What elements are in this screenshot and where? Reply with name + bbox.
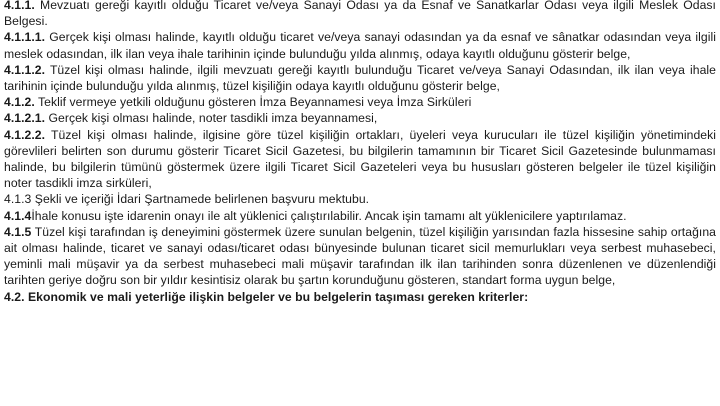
paragraph-4-1-1-2 <box>4 62 716 94</box>
paragraph-text: Tüzel kişi olması halinde, ilgisine göre tüzel kişiliğin ortakları, üyeleri veya kurucuları ile tüzel kişiliğin yönetimindeki görevlileri belirten son durumu gösterir Ticaret Sicil Gazetesi, bu bilgilerin tamamının bir Ticaret Sicil Gazetesinde bulunmaması halinde, bu bilgilerin tümünü göstermek üzere ilgili Ticaret Sicil Gazeteleri veya bu hususları gösteren belgeler ile tüzel kişiliğin noter tasdikli imza sirküleri, <box>4 127 716 191</box>
paragraph-4-1-4 <box>4 208 716 224</box>
paragraph-4-1-2-1 <box>4 110 716 126</box>
paragraph-4-1-2 <box>4 94 716 110</box>
paragraph-text: İhale konusu işte idarenin onayı ile alt yüklenici çalıştırılabilir. Ancak işin tamamı alt yüklenicilere yaptırılamaz. <box>31 208 627 223</box>
paragraph-number: 4.1.2. <box>4 95 35 110</box>
paragraph-number: 4.1.4 <box>4 208 32 223</box>
paragraph-number: 4.1.1.2. <box>4 62 46 77</box>
paragraph-number: 4.1.1. <box>4 0 35 12</box>
paragraph-4-1-1 <box>4 0 716 29</box>
paragraph-number: 4.1.2.1. <box>4 111 46 126</box>
paragraph-4-1-3 <box>4 191 716 207</box>
document-body <box>4 0 716 305</box>
paragraph-4-1-1-1 <box>4 29 716 61</box>
paragraph-text: Tüzel kişi olması halinde, ilgili mevzuatı gereği kayıtlı bulunduğu Ticaret ve/veya Sanayi Odasından, ilk ilan veya ihale tarihinin içinde bulunduğu yılda alınmış, tüzel kişiliğin odaya kayıtlı olduğunu gösterir belge, <box>4 62 716 94</box>
paragraph-text: Gerçek kişi olması halinde, kayıtlı olduğu ticaret ve/veya sanayi odasından ya da esnaf ve sânatkar odasından veya ilgili meslek odasından, ilk ilan veya ihale tarihinin içinde bulunduğu yılda alınmış, odaya kayıtlı olduğunu gösterir belge, <box>4 30 716 61</box>
paragraph-text: Tüzel kişi tarafından iş deneyimini göstermek üzere sunulan belgenin, tüzel kişiliğin yarısından fazla hissesine sahip ortağına ait olması halinde, ticaret ve sanayi odası/ticaret odası bünyesinde bulunan ticaret sicil memurlukları veya serbest muhasebeci, yeminli mali müşavir ya da serbest muhasebeci mali müşavir tarafından ilk ilan tarihinden sonra düzenlenen ve düzenlendiği tarihten geriye doğru son bir yıldır kesintisiz olarak bu şartın korunduğunu gösteren, standart forma uygun belge, <box>4 224 716 288</box>
paragraph-text: 4.1.3 Şekli ve içeriği İdari Şartnamede belirlenen başvuru mektubu. <box>4 192 370 207</box>
paragraph-number: 4.1.2.2. <box>4 127 46 142</box>
paragraph-4-1-2-2 <box>4 127 716 192</box>
section-heading-4-2: 4.2. Ekonomik ve mali yeterliğe ilişkin belgeler ve bu belgelerin taşıması gereken kriterler: <box>4 289 529 304</box>
paragraph-number: 4.1.5 <box>4 224 32 239</box>
paragraph-number: 4.1.1.1. <box>4 30 46 45</box>
paragraph-text: Teklif vermeye yetkili olduğunu gösteren İmza Beyannamesi veya İmza Sirküleri <box>34 95 472 110</box>
paragraph-4-1-5 <box>4 224 716 289</box>
paragraph-text: Mevzuatı gereği kayıtlı olduğu Ticaret ve/veya Sanayi Odası ya da Esnaf ve Sanatkarlar Odası veya ilgili Meslek Odası Belgesi. <box>4 0 716 29</box>
paragraph-text: Gerçek kişi olması halinde, noter tasdikli imza beyannamesi, <box>45 111 378 126</box>
